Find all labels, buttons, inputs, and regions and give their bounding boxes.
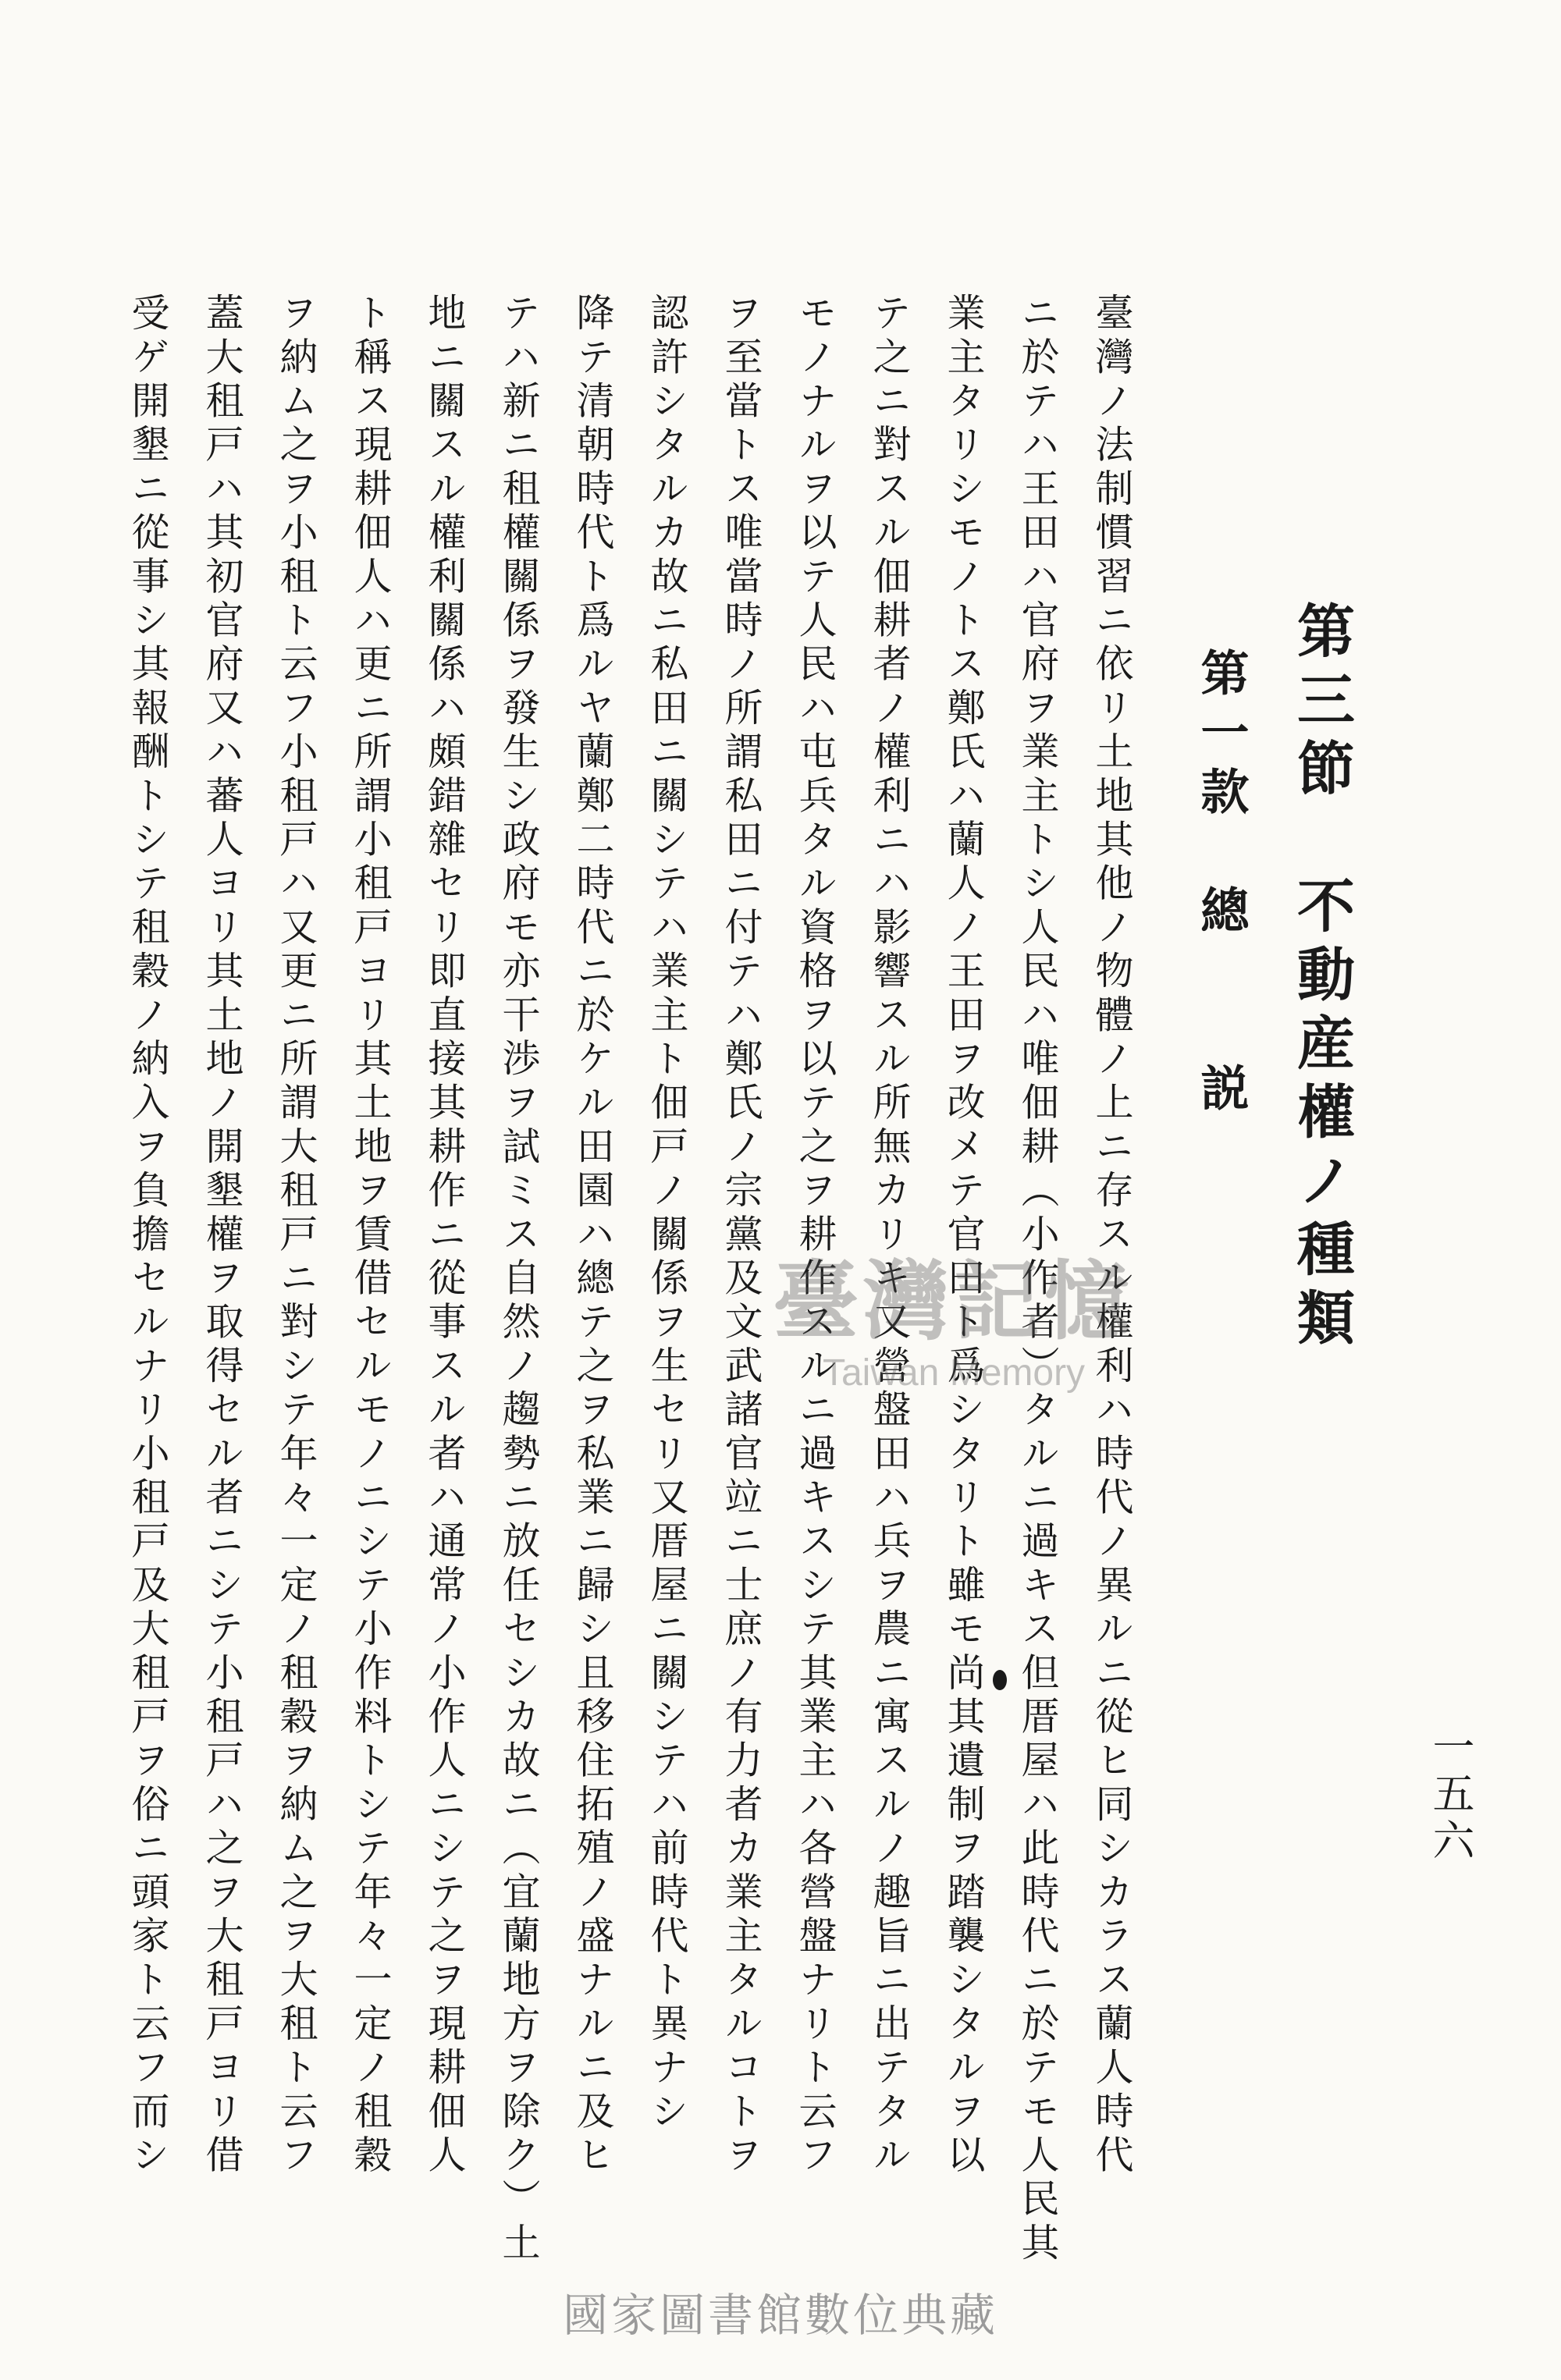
- body-column: ニ於テハ王田ハ官府ヲ業主トシ人民ハ唯佃耕（小作者）タルニ過キス但厝屋ハ此時代ニ於テモ人民其: [1015, 293, 1060, 2266]
- section-heading: 第三節 不動産權ノ種類: [1288, 601, 1355, 1356]
- watermark-chinese: 臺灣記憶: [773, 1251, 1135, 1352]
- body-column: ト稱ス現耕佃人ハ更ニ所謂小租戸ヨリ其土地ヲ賃借セルモノニシテ小作料トシテ年々一定ノ租穀: [348, 293, 393, 2179]
- body-column: 地ニ關スル權利關係ハ頗錯雜セリ即直接其耕作ニ從事スル者ハ通常ノ小作人ニシテ之ヲ現耕佃人: [422, 293, 467, 2179]
- body-column: 臺灣ノ法制慣習ニ依リ土地其他ノ物體ノ上ニ存スル權利ハ時代ノ異ルニ從ヒ同シカラス蘭人時代: [1090, 293, 1134, 2179]
- body-column: テハ新ニ租權關係ヲ發生シ政府モ亦干渉ヲ試ミス自然ノ趨勢ニ放任セシカ故ニ（宜蘭地方ヲ除ク）土: [496, 293, 541, 2266]
- body-column: モノナルヲ以テ人民ハ屯兵タル資格ヲ以テ之ヲ耕作スルニ過キスシテ其業主ハ各營盤ナリト云フ: [793, 293, 837, 2179]
- body-column: 受ゲ開墾ニ從事シ其報酬トシテ租穀ノ納入ヲ負擔セルナリ小租戸及大租戸ヲ俗ニ頭家ト云フ而シ: [126, 293, 170, 2179]
- subsection-heading: 第一款 總 説: [1193, 648, 1250, 1122]
- watermark-logo: [773, 1233, 1135, 1394]
- page-number: 一五六: [1426, 1725, 1475, 1865]
- body-column: テ之ニ對スル佃耕者ノ權利ニハ影響スル所無カリキ又營盤田ハ兵ヲ農ニ寓スルノ趣旨ニ出テタル: [867, 293, 912, 2179]
- watermark-english: Taiwan Memory: [822, 1352, 1086, 1394]
- footer-credit: 國家圖書館數位典藏: [562, 2289, 998, 2342]
- body-column: 認許シタルカ故ニ私田ニ關シテハ業主ト佃戸ノ關係ヲ生セリ又厝屋ニ關シテハ前時代ト異ナシ: [645, 293, 689, 2135]
- ink-blot: [993, 1670, 1007, 1690]
- body-column: 降テ清朝時代ト爲ルヤ蘭鄭二時代ニ於ケル田園ハ總テ之ヲ私業ニ歸シ且移住拓殖ノ盛ナルニ及ヒ: [571, 293, 615, 2179]
- body-column: ヲ至當トス唯當時ノ所謂私田ニ付テハ鄭氏ノ宗黨及文武諸官竝ニ士庶ノ有力者カ業主タルコトヲ: [719, 293, 763, 2179]
- body-column: ヲ納ム之ヲ小租ト云フ小租戸ハ又更ニ所謂大租戸ニ對シテ年々一定ノ租穀ヲ納ム之ヲ大租ト云フ: [274, 293, 318, 2179]
- body-column: 業主タリシモノトス鄭氏ハ蘭人ノ王田ヲ改メテ官田ト爲シタリト雖モ尚其遺制ヲ踏襲シタルヲ以: [941, 293, 986, 2179]
- body-column: 蓋大租戸ハ其初官府又ハ蕃人ヨリ其土地ノ開墾權ヲ取得セル者ニシテ小租戸ハ之ヲ大租戸ヨリ借: [200, 293, 244, 2179]
